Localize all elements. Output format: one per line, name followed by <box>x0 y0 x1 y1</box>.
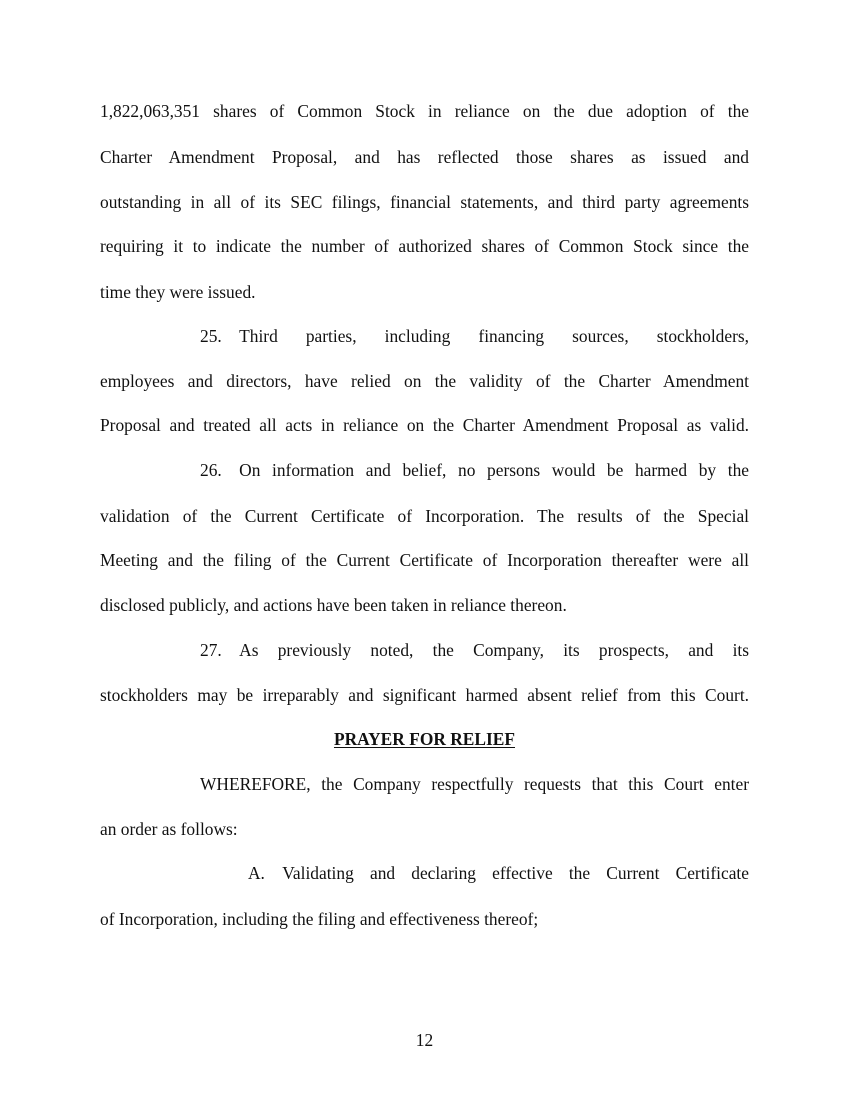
paragraph-27-line-2: stockholders may be irreparably and significant harmed absent relief from this Court. <box>100 685 749 705</box>
paragraph-26-line-4: disclosed publicly, and actions have been taken in reliance thereon. <box>100 595 567 615</box>
wherefore-line-2: an order as follows: <box>100 819 238 839</box>
relief-item-a-line-1: A. Validating and declaring effective the Current Certificate <box>248 863 749 883</box>
paragraph-24-line-1: 1,822,063,351 shares of Common Stock in reliance on the due adoption of the <box>100 101 749 121</box>
relief-item-a-line-2: of Incorporation, including the filing and effectiveness thereof; <box>100 909 539 929</box>
paragraph-24-line-3: outstanding in all of its SEC filings, financial statements, and third party agreements <box>100 192 749 212</box>
paragraph-24-line-5: time they were issued. <box>100 282 256 302</box>
paragraph-26-line-2: validation of the Current Certificate of Incorporation. The results of the Special <box>100 506 749 526</box>
paragraph-27-line-1: 27. As previously noted, the Company, its prospects, and its <box>200 640 749 660</box>
paragraph-26-line-1: 26. On information and belief, no persons would be harmed by the <box>200 460 749 480</box>
page-number: 12 <box>415 1030 434 1050</box>
paragraph-26-line-3: Meeting and the filing of the Current Certificate of Incorporation thereafter were all <box>100 550 749 570</box>
paragraph-25-line-2: employees and directors, have relied on the validity of the Charter Amendment <box>100 371 749 391</box>
paragraph-24-line-4: requiring it to indicate the number of authorized shares of Common Stock since the <box>100 236 749 256</box>
wherefore-line-1: WHEREFORE, the Company respectfully requests that this Court enter <box>200 774 749 794</box>
prayer-for-relief-heading: PRAYER FOR RELIEF <box>333 729 515 749</box>
paragraph-25-line-3: Proposal and treated all acts in reliance on the Charter Amendment Proposal as valid. <box>100 415 749 435</box>
paragraph-24-line-2: Charter Amendment Proposal, and has reflected those shares as issued and <box>100 147 749 167</box>
paragraph-25-line-1: 25. Third parties, including financing sources, stockholders, <box>200 326 749 346</box>
